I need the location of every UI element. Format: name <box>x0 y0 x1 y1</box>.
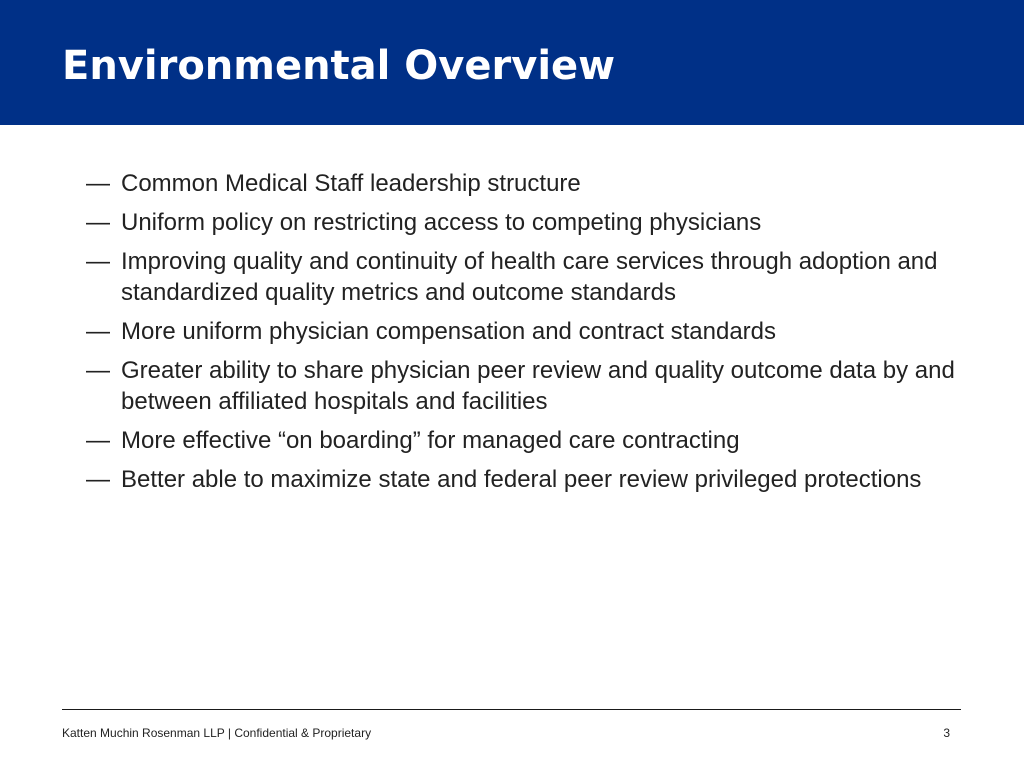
bullet-item <box>86 355 966 417</box>
bullet-item <box>86 316 966 347</box>
bullet-marker: — <box>86 318 110 345</box>
bullet-item <box>86 246 966 308</box>
bullet-marker: — <box>86 466 110 493</box>
bullet-marker: — <box>86 248 110 275</box>
slide-title: Environmental Overview <box>62 43 616 89</box>
bullet-text: Uniform policy on restricting access to competing physicians <box>121 209 762 236</box>
bullet-text: More uniform physician compensation and contract standards <box>121 318 777 345</box>
footer-text: Katten Muchin Rosenman LLP | Confidential & Proprietary <box>62 726 372 740</box>
title-bar <box>0 0 1024 125</box>
bullet-marker: — <box>86 427 110 454</box>
page-number: 3 <box>943 726 950 740</box>
bullet-item <box>86 207 966 238</box>
bullet-list <box>86 168 966 503</box>
bullet-item <box>86 168 966 199</box>
bullet-item <box>86 425 966 456</box>
bullet-text: More effective “on boarding” for managed care contracting <box>121 427 740 454</box>
footer-divider <box>62 709 961 710</box>
bullet-text: Better able to maximize state and federal peer review privileged protections <box>121 466 922 493</box>
bullet-text: Common Medical Staff leadership structure <box>121 170 581 197</box>
bullet-marker: — <box>86 209 110 236</box>
bullet-marker: — <box>86 170 110 197</box>
bullet-marker: — <box>86 357 110 384</box>
bullet-item <box>86 464 966 495</box>
bullet-text: Improving quality and continuity of health care services through adoption and standardized quality metrics and outcome standards <box>121 248 938 306</box>
bullet-text: Greater ability to share physician peer review and quality outcome data by and between affiliated hospitals and facilities <box>121 357 955 415</box>
